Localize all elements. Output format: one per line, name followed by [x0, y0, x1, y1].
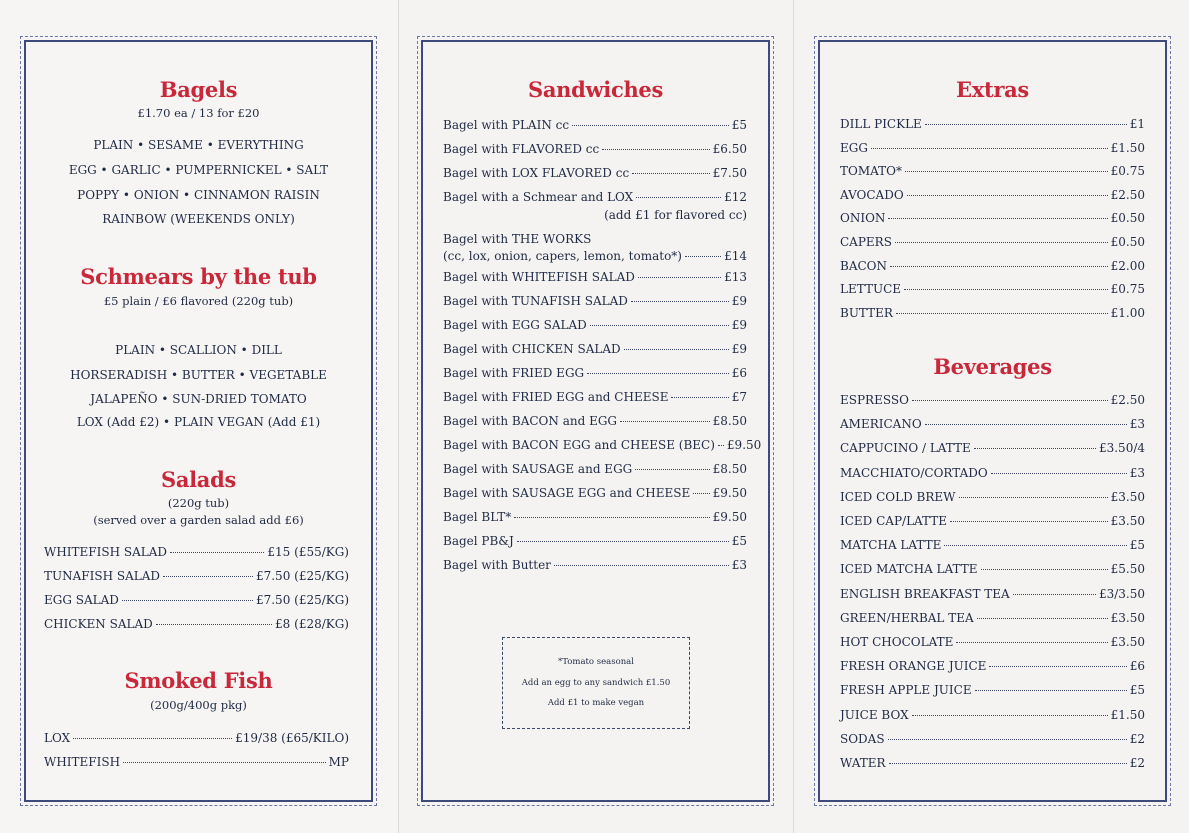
menu-row: [44, 755, 349, 769]
item-name: Bagel with FRIED EGG: [443, 366, 585, 380]
item-price: £2.50: [1110, 393, 1145, 407]
menu-row: [840, 211, 1145, 225]
item-price: £15 (£55/KG): [267, 545, 349, 559]
item-name: WHITEFISH: [44, 755, 121, 769]
item-price: £3/3.50: [1098, 586, 1145, 601]
item-price: £3: [1129, 465, 1145, 480]
item-name: HOT CHOCOLATE: [840, 635, 954, 649]
menu-row: [443, 249, 747, 263]
item-name: BUTTER: [840, 305, 893, 320]
item-price: £8.50: [712, 414, 747, 428]
menu-row: [840, 393, 1145, 407]
item-price: £14: [724, 249, 747, 263]
menu-row: [840, 562, 1145, 576]
menu-row: [840, 259, 1145, 273]
fold-line: [398, 0, 399, 833]
item-price: £5.50: [1110, 562, 1145, 577]
menu-row: [443, 142, 747, 156]
item-name: Bagel with SAUSAGE EGG and CHEESE: [443, 486, 691, 500]
item-price: £19/38 (£65/KILO): [235, 731, 349, 745]
item-name: Bagel with WHITEFISH SALAD: [443, 270, 635, 284]
menu-row: [840, 635, 1145, 649]
item-name: Bagel with SAUSAGE and EGG: [443, 462, 633, 476]
menu-row: [840, 587, 1145, 601]
item-price: £7.50: [712, 166, 747, 180]
item-price: £0.50: [1110, 211, 1145, 226]
menu-row: [443, 462, 747, 476]
menu-row: [443, 166, 747, 180]
smoked-fish-note: (200g/400g pkg): [150, 698, 247, 712]
menu-row: [443, 486, 747, 500]
schmears-price-note: £5 plain / £6 flavored (220g tub): [103, 294, 294, 308]
item-name: LOX: [44, 731, 71, 745]
schmear-flavor-line: PLAIN • SCALLION • DILL: [115, 343, 282, 357]
menu-row: [44, 731, 349, 745]
menu-row: [840, 282, 1145, 296]
menu-row: [840, 417, 1145, 431]
item-name: CAPPUCINO / LATTE: [840, 441, 971, 456]
item-price: £5: [731, 534, 747, 548]
item-price: £0.75: [1110, 164, 1145, 179]
menu-row: [443, 190, 747, 204]
item-price: MP: [328, 755, 349, 769]
item-price: £3: [731, 558, 747, 572]
schmear-flavor-line: HORSERADISH • BUTTER • VEGETABLE: [70, 368, 327, 382]
item-name: EGG: [840, 140, 868, 155]
menu-row: [840, 164, 1145, 178]
menu-row: [840, 117, 1145, 131]
menu-row: [443, 414, 747, 428]
schmear-flavor-line: LOX (Add £2) • PLAIN VEGAN (Add £1): [76, 415, 321, 429]
item-name: GREEN/HERBAL TEA: [840, 610, 974, 625]
item-price: £3.50/4: [1098, 441, 1145, 456]
item-price: £9: [731, 294, 747, 308]
item-name: EGG SALAD: [44, 593, 119, 607]
item-name: AVOCADO: [840, 187, 904, 202]
works-name: Bagel with THE WORKS: [443, 232, 592, 246]
menu-row: [840, 708, 1145, 722]
item-name: Bagel with FLAVORED cc: [443, 142, 600, 156]
item-name: Bagel with LOX FLAVORED cc: [443, 166, 630, 180]
salads-note: (220g tub): [167, 496, 230, 510]
menu-row: [840, 490, 1145, 504]
item-name: AMERICANO: [840, 417, 922, 432]
item-name: Bagel PB&J: [443, 534, 514, 548]
item-name: ESPRESSO: [840, 393, 909, 407]
menu-row: [443, 342, 747, 356]
menu-row: [840, 514, 1145, 528]
item-price: £1.50: [1110, 707, 1145, 722]
menu-row: [840, 466, 1145, 480]
beverages-heading: Beverages: [933, 354, 1052, 379]
item-name: CHICKEN SALAD: [44, 617, 153, 631]
extras-heading: Extras: [956, 77, 1029, 102]
item-name: Bagel BLT*: [443, 510, 512, 524]
item-price: £7.50 (£25/KG): [255, 569, 349, 583]
fold-line: [793, 0, 794, 833]
item-price: £2: [1129, 731, 1145, 746]
menu-row: [840, 683, 1145, 697]
menu-row: [840, 441, 1145, 455]
item-price: £1.50: [1110, 140, 1145, 155]
menu-row: [443, 438, 762, 452]
menu-row: [840, 235, 1145, 249]
item-name: Bagel with EGG SALAD: [443, 318, 587, 332]
bagel-flavor-line: RAINBOW (WEEKENDS ONLY): [102, 212, 295, 226]
schmears-heading: Schmears by the tub: [80, 264, 317, 289]
bagels-price-note: £1.70 ea / 13 for £20: [137, 106, 260, 120]
item-name: MATCHA LATTE: [840, 538, 942, 553]
menu-row: [443, 270, 747, 284]
item-name: SODAS: [840, 731, 885, 746]
item-name: WATER: [840, 756, 886, 770]
footnote: Add £1 to make vegan: [547, 698, 645, 708]
item-price: £8 (£28/KG): [275, 617, 349, 631]
item-price: £2.00: [1110, 258, 1145, 273]
item-price: £9: [731, 342, 747, 356]
item-name: MACCHIATO/CORTADO: [840, 465, 988, 480]
menu-row: [443, 294, 747, 308]
menu-row: [840, 306, 1145, 320]
item-name: Bagel with FRIED EGG and CHEESE: [443, 390, 669, 404]
item-price: £0.50: [1110, 235, 1145, 249]
item-name: Bagel with TUNAFISH SALAD: [443, 294, 628, 308]
item-name: FRESH APPLE JUICE: [840, 683, 972, 698]
menu-row: [443, 390, 747, 404]
schmear-flavor-line: JALAPEÑO • SUN-DRIED TOMATO: [90, 392, 307, 406]
item-name: CAPERS: [840, 235, 892, 249]
salads-note: (served over a garden salad add £6): [93, 513, 304, 527]
item-name: ICED COLD BREW: [840, 489, 956, 504]
item-price: £1: [1129, 117, 1145, 131]
item-name: Bagel with PLAIN cc: [443, 118, 570, 132]
left-panel: [24, 40, 373, 802]
item-price: £9.50: [726, 438, 762, 452]
menu-row: [840, 538, 1145, 552]
menu-row: [840, 756, 1145, 770]
item-price: £6.50: [712, 142, 747, 156]
smoked-fish-heading: Smoked Fish: [124, 668, 273, 693]
item-price: £2.50: [1110, 187, 1145, 202]
item-price: £7: [731, 390, 747, 404]
item-name: DILL PICKLE: [840, 117, 922, 131]
menu-row: [44, 569, 349, 583]
menu-row: [840, 188, 1145, 202]
item-name: Bagel with CHICKEN SALAD: [443, 342, 621, 356]
bagel-flavor-line: PLAIN • SESAME • EVERYTHING: [93, 138, 304, 152]
sandwiches-heading: Sandwiches: [527, 77, 664, 102]
item-price: £5: [1129, 538, 1145, 553]
item-price: £6: [731, 366, 747, 380]
item-name: ICED CAP/LATTE: [840, 514, 948, 528]
item-name: TOMATO*: [840, 164, 902, 179]
menu-row: [443, 534, 747, 548]
bagel-flavor-line: POPPY • ONION • CINNAMON RAISIN: [77, 188, 320, 202]
item-name: (cc, lox, onion, capers, lemon, tomato*): [443, 249, 682, 263]
item-name: WHITEFISH SALAD: [44, 545, 168, 559]
right-panel: [818, 40, 1167, 802]
item-price: £9.50: [712, 510, 747, 524]
menu-row: [44, 593, 349, 607]
item-price: £5: [1129, 683, 1145, 698]
item-price: £7.50 (£25/KG): [255, 593, 349, 607]
item-price: £9.50: [712, 486, 747, 500]
item-name: LETTUCE: [840, 282, 902, 297]
item-price: £6: [1129, 659, 1145, 674]
footnote: *Tomato seasonal: [558, 657, 634, 667]
menu-row: [840, 141, 1145, 155]
menu-row: [44, 617, 349, 631]
item-price: £3.50: [1110, 514, 1145, 528]
menu-row: [443, 558, 747, 572]
item-name: TUNAFISH SALAD: [44, 569, 160, 583]
item-name: ICED MATCHA LATTE: [840, 562, 978, 577]
menu-row: [443, 318, 747, 332]
item-price: £8.50: [712, 462, 747, 476]
item-name: JUICE BOX: [840, 707, 909, 722]
menu-row: [443, 118, 747, 132]
item-name: ENGLISH BREAKFAST TEA: [840, 586, 1010, 601]
item-name: BACON: [840, 258, 888, 273]
item-name: FRESH ORANGE JUICE: [840, 659, 987, 674]
bagel-flavor-line: EGG • GARLIC • PUMPERNICKEL • SALT: [68, 163, 329, 177]
item-price: £5: [731, 118, 747, 132]
schmear-lox-note: (add £1 for flavored cc): [604, 208, 747, 222]
menu-row: [840, 732, 1145, 746]
item-price: £3.50: [1110, 610, 1145, 625]
item-name: Bagel with BACON EGG and CHEESE (BEC): [443, 438, 715, 452]
menu-row: [840, 659, 1145, 673]
footnote: Add an egg to any sandwich £1.50: [521, 678, 671, 688]
item-price: £3.50: [1110, 489, 1145, 504]
salads-heading: Salads: [160, 467, 237, 492]
menu-row: [443, 510, 747, 524]
menu-row: [443, 366, 747, 380]
footnote-box: [502, 637, 690, 729]
item-price: £9: [731, 318, 747, 332]
item-name: Bagel with BACON and EGG: [443, 414, 618, 428]
item-name: Bagel with a Schmear and LOX: [443, 190, 634, 204]
bagels-heading: Bagels: [159, 77, 238, 102]
item-price: £13: [724, 270, 747, 284]
item-name: Bagel with Butter: [443, 558, 551, 572]
menu-row: [44, 545, 349, 559]
menu-row: [840, 611, 1145, 625]
item-price: £3: [1129, 417, 1145, 432]
item-name: ONION: [840, 211, 886, 226]
item-price: £12: [724, 190, 747, 204]
item-price: £2: [1129, 756, 1145, 770]
item-price: £3.50: [1110, 635, 1145, 649]
item-price: £1.00: [1110, 305, 1145, 320]
item-price: £0.75: [1110, 282, 1145, 297]
